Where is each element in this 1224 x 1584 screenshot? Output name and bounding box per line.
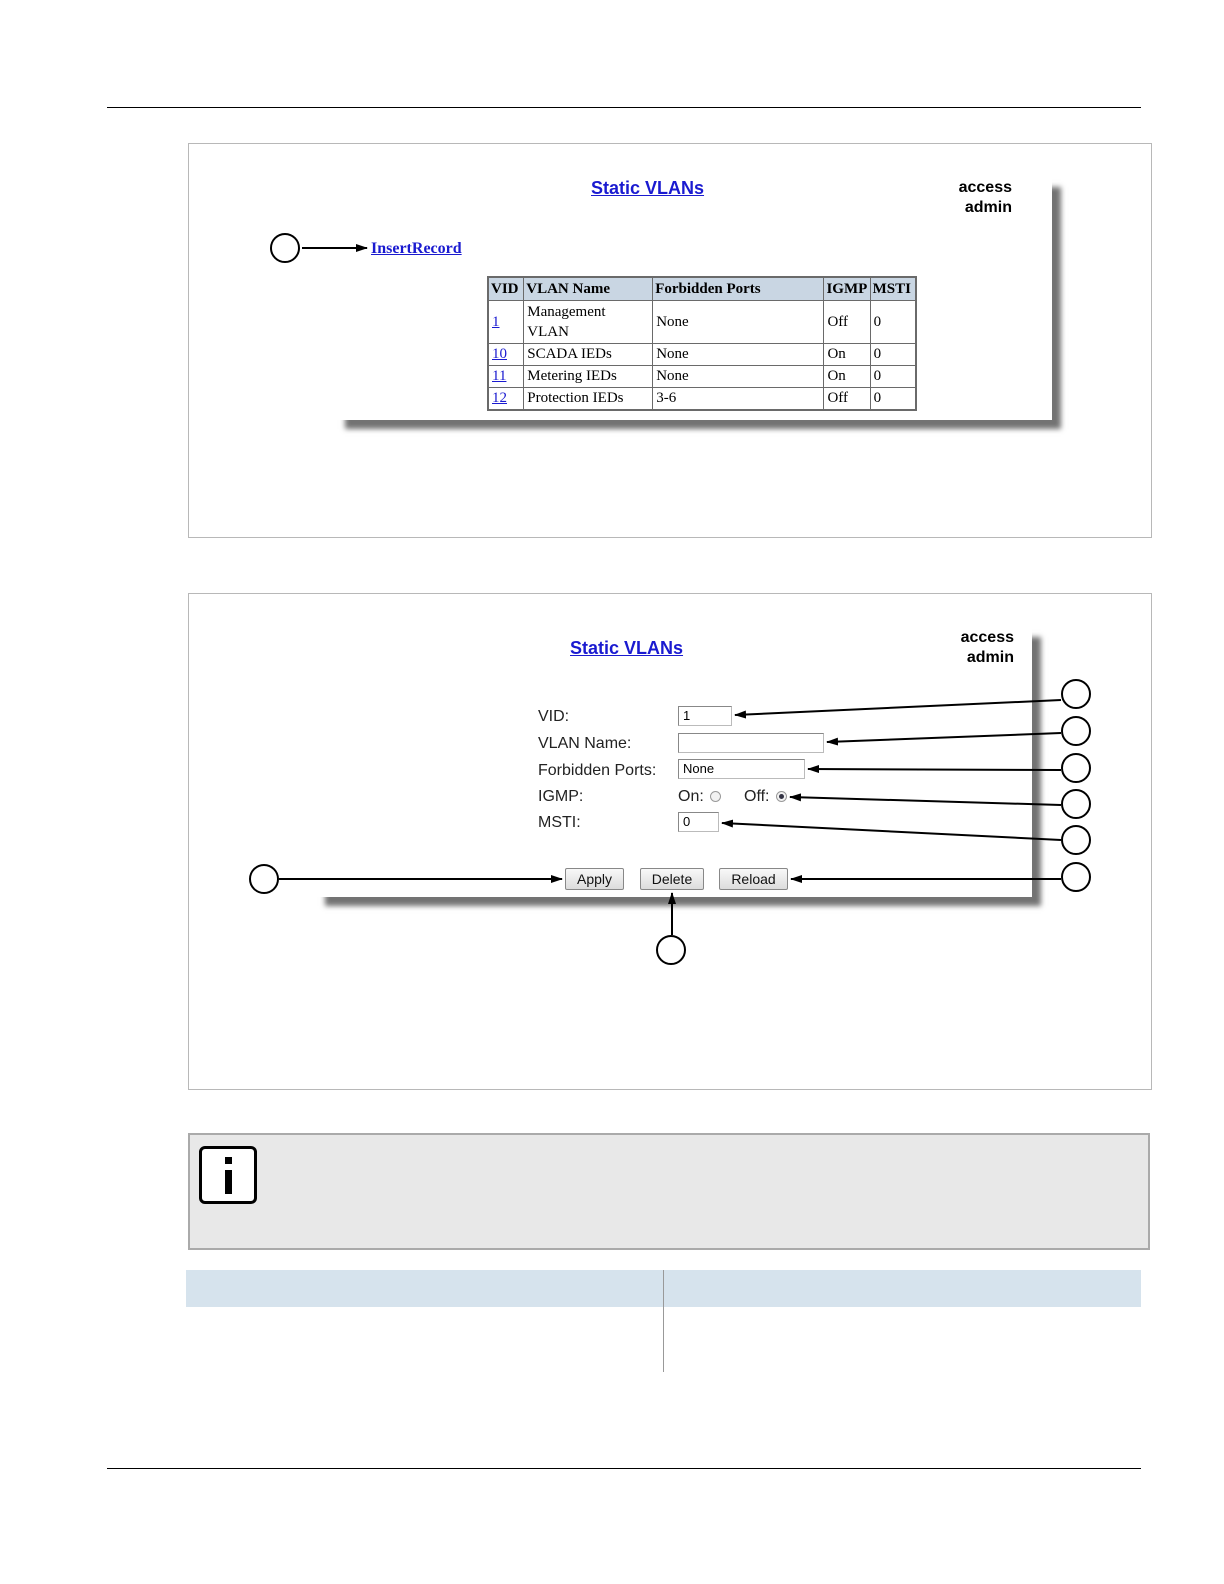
static-vlans-table (487, 276, 917, 411)
igmp-off-radio[interactable] (776, 791, 787, 802)
apply-button[interactable]: Apply (565, 868, 624, 890)
callout-circle (249, 864, 279, 894)
table-row (488, 301, 916, 344)
vlan-name-cell: Protection IEDs (524, 388, 653, 411)
callout-circle (1061, 679, 1091, 709)
igmp-cell: Off (824, 388, 870, 411)
footer-rule (107, 1468, 1141, 1469)
vid-link[interactable]: 10 (492, 346, 507, 362)
access-info (930, 178, 1012, 218)
igmp-cell: Off (824, 301, 870, 344)
callout-circle (1061, 862, 1091, 892)
column-header-forbidden-ports: Forbidden Ports (653, 277, 824, 301)
insert-record-link[interactable]: InsertRecord (371, 240, 462, 257)
vlan-name-label: VLAN Name: (538, 735, 632, 752)
igmp-label: IGMP: (538, 788, 584, 805)
parameter-column-header (186, 1270, 663, 1307)
igmp-on-radio[interactable] (710, 791, 721, 802)
msti-cell: 0 (870, 388, 916, 411)
forbidden-ports-label: Forbidden Ports: (538, 762, 657, 779)
igmp-on-label: On: (678, 788, 704, 805)
table-row (488, 366, 916, 388)
reload-button[interactable]: Reload (719, 868, 788, 890)
vid-label: VID: (538, 708, 570, 725)
description-column-header (664, 1270, 1141, 1307)
access-label: access (958, 179, 1012, 196)
table-header-row (488, 277, 916, 301)
callout-circle (656, 935, 686, 965)
user-label: admin (964, 199, 1012, 216)
vlan-name-cell: SCADA IEDs (524, 344, 653, 366)
column-header-igmp: IGMP (824, 277, 870, 301)
column-header-vid: VID (488, 277, 524, 301)
header-rule (107, 107, 1141, 108)
vid-cell (488, 388, 524, 411)
callout-circle (1061, 753, 1091, 783)
table-row (488, 344, 916, 366)
forbidden-ports-field[interactable]: None (678, 759, 805, 779)
igmp-off-label: Off: (744, 788, 770, 805)
vid-cell (488, 301, 524, 344)
screenshot-static-vlan-form (316, 628, 1032, 897)
callout-circle (270, 233, 300, 263)
vid-link[interactable]: 11 (492, 368, 507, 384)
callout-circle (1061, 825, 1091, 855)
igmp-cell: On (824, 344, 870, 366)
forbidden-ports-cell: None (653, 344, 824, 366)
vlan-name-cell: Management VLAN (524, 301, 653, 344)
forbidden-ports-cell: 3-6 (653, 388, 824, 411)
vid-link[interactable]: 1 (492, 313, 500, 330)
vid-field[interactable]: 1 (678, 706, 732, 726)
callout-circle (1061, 716, 1091, 746)
access-label: access (960, 629, 1014, 646)
forbidden-ports-cell: None (653, 301, 824, 344)
note-box (188, 1133, 1150, 1250)
vid-cell (488, 366, 524, 388)
delete-button[interactable]: Delete (640, 868, 704, 890)
igmp-cell: On (824, 366, 870, 388)
info-icon (199, 1146, 257, 1204)
access-info (932, 628, 1014, 668)
vid-cell (488, 344, 524, 366)
vlan-name-field[interactable] (678, 733, 824, 753)
table-column-divider (663, 1270, 664, 1372)
user-label: admin (966, 649, 1014, 666)
column-header-msti: MSTI (870, 277, 916, 301)
msti-field[interactable]: 0 (678, 812, 719, 832)
column-header-vlan-name: VLAN Name (524, 277, 653, 301)
table-row (488, 388, 916, 411)
forbidden-ports-cell: None (653, 366, 824, 388)
callout-circle (1061, 789, 1091, 819)
msti-cell: 0 (870, 366, 916, 388)
page-title[interactable]: Static VLANs (591, 178, 705, 198)
vlan-name-cell: Metering IEDs (524, 366, 653, 388)
msti-label: MSTI: (538, 814, 581, 831)
vid-link[interactable]: 12 (492, 390, 507, 406)
page-title[interactable]: Static VLANs (570, 638, 684, 658)
msti-cell: 0 (870, 344, 916, 366)
msti-cell: 0 (870, 301, 916, 344)
